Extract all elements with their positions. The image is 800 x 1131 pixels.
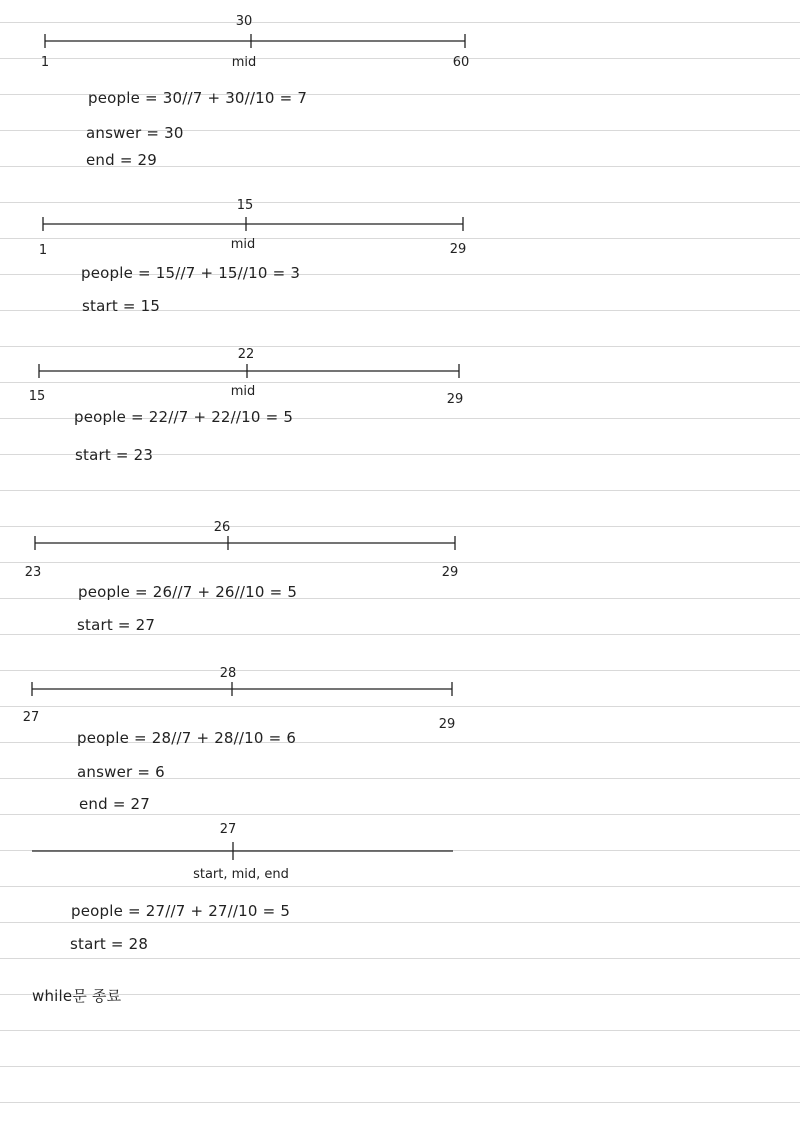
left-end-label: 23: [24, 565, 42, 580]
right-end-label: 60: [452, 55, 470, 70]
left-end-label: 27: [22, 710, 40, 725]
mid-value-label: 30: [235, 14, 253, 29]
mid-label: mid: [231, 55, 257, 70]
mid-value-label: 26: [213, 520, 231, 535]
mid-value-label: 15: [236, 198, 254, 213]
left-end-label: 1: [38, 243, 48, 258]
mid-label: mid: [230, 384, 256, 399]
mid-value-label: 27: [219, 822, 237, 837]
left-end-label: 15: [28, 389, 46, 404]
calc-line: people = 22//7 + 22//10 = 5: [74, 408, 294, 426]
right-end-label: 29: [446, 392, 464, 407]
mid-value-label: 22: [237, 347, 255, 362]
calc-line: start = 28: [70, 935, 149, 953]
calc-line: start = 23: [75, 446, 154, 464]
right-end-label: 29: [449, 242, 467, 257]
calc-line: end = 29: [86, 151, 158, 169]
right-end-label: 29: [441, 565, 459, 580]
calc-line: start = 27: [77, 616, 156, 634]
calc-line: people = 28//7 + 28//10 = 6: [77, 729, 297, 747]
calc-line: start = 15: [82, 297, 161, 315]
mid-value-label: 28: [219, 666, 237, 681]
conclusion-note: while문 종료: [32, 987, 122, 1005]
calc-line: people = 15//7 + 15//10 = 3: [81, 264, 301, 282]
calc-line: answer = 30: [86, 124, 184, 142]
left-end-label: 1: [40, 55, 50, 70]
calc-line: answer = 6: [77, 763, 165, 781]
calc-line: end = 27: [79, 795, 151, 813]
right-end-label: 29: [438, 717, 456, 732]
calc-line: people = 30//7 + 30//10 = 7: [88, 89, 308, 107]
mid-label: mid: [230, 237, 256, 252]
mid-label: start, mid, end: [193, 867, 289, 882]
calc-line: people = 26//7 + 26//10 = 5: [78, 583, 298, 601]
calc-line: people = 27//7 + 27//10 = 5: [71, 902, 291, 920]
